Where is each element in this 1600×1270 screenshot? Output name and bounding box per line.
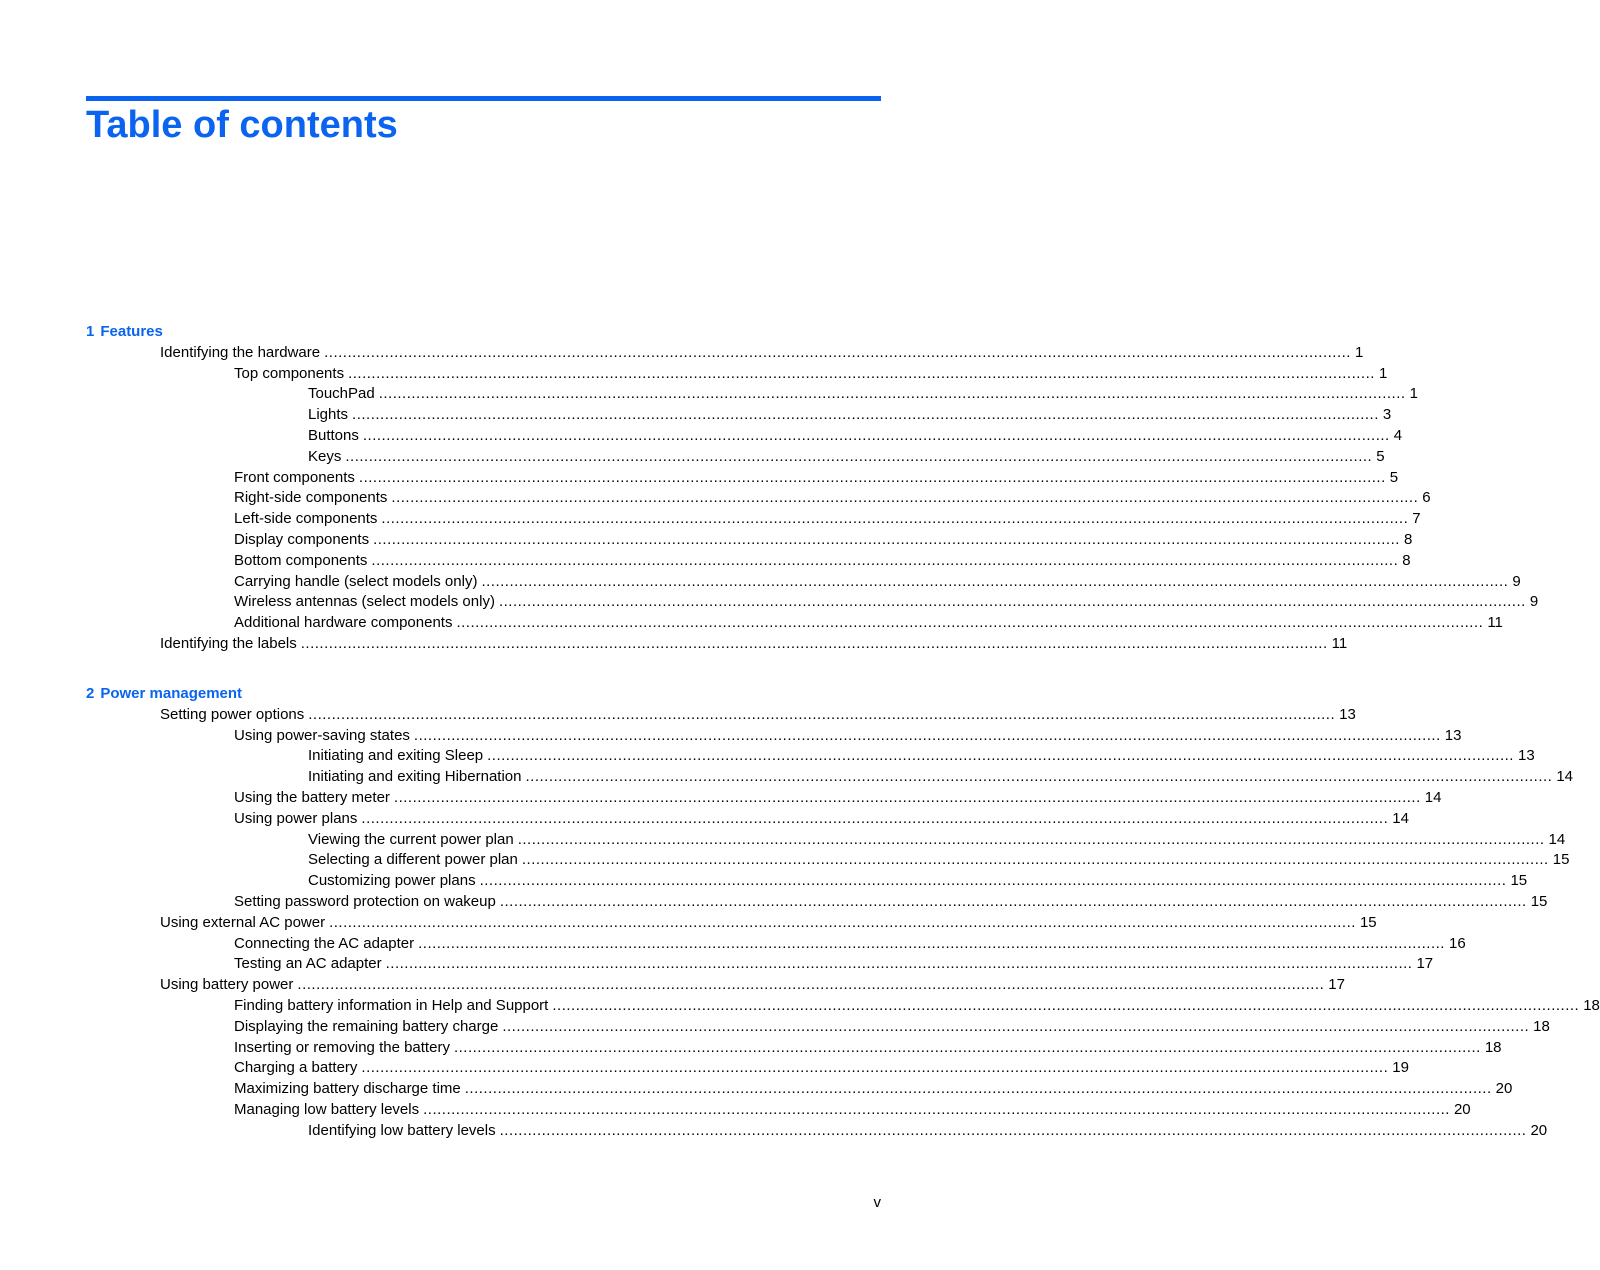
toc-entry-page: 1 [1378,364,1388,382]
dot-leader: ............................................................................................................................................................................................................................ [358,468,1386,486]
toc-entry-title: Testing an AC adapter [234,955,382,973]
toc-entry-page: 9 [1512,572,1521,590]
toc-entry[interactable] [308,1121,1548,1141]
toc-entry-title: Using battery power [160,976,294,994]
toc-entry[interactable] [160,975,1345,995]
toc-entry-page: 17 [1328,976,1345,994]
dot-leader: ............................................................................................................................................................................................................................ [381,510,1409,528]
chapter-heading[interactable] [86,684,242,704]
toc-entry-title: Maximizing battery discharge time [234,1080,461,1098]
dot-leader: ............................................................................................................................................................................................................................ [308,705,1336,723]
toc-entry-page: 3 [1382,406,1392,424]
toc-entry-page: 9 [1529,593,1539,611]
dot-leader: ............................................................................................................................................................................................................................ [371,551,1399,569]
toc-entry-title: Identifying the labels [160,635,297,652]
toc-entry[interactable] [308,746,1535,766]
toc-entry-page: 13 [1517,747,1535,765]
toc-entry[interactable] [308,767,1574,787]
toc-entry[interactable] [234,726,1462,746]
toc-entry[interactable] [234,1038,1502,1058]
dot-leader: ............................................................................................................................................................................................................................ [498,593,1526,611]
toc-entry-page: 11 [1487,614,1503,632]
dot-leader: ............................................................................................................................................................................................................................ [499,893,1527,910]
toc-entry-title: Lights [308,406,349,424]
dot-leader: ............................................................................................................................................................................................................................ [453,1038,1481,1056]
chapter-number: 1 [86,323,95,340]
toc-entry[interactable] [308,426,1403,446]
toc-entry[interactable] [234,572,1521,592]
toc-entry[interactable] [234,809,1409,829]
toc-entry-title: Display components [234,531,370,548]
toc-entry-title: Buttons [308,427,359,444]
page-title: Table of contents [86,104,398,146]
toc-entry[interactable] [234,996,1600,1016]
chapter-title: Features [100,323,163,340]
toc-entry-title: Setting password protection on wakeup [234,893,496,910]
toc-entry-page: 15 [1510,872,1528,890]
toc-entry-page: 8 [1402,551,1411,569]
toc-entry-page: 15 [1552,851,1570,869]
toc-entry[interactable] [308,850,1570,870]
toc-entry-title: Managing low battery levels [234,1101,420,1118]
toc-entry-page: 15 [1530,893,1548,910]
toc-entry[interactable] [160,705,1356,725]
dot-leader: ............................................................................................................................................................................................................................ [393,789,1421,806]
dot-leader: ............................................................................................................................................................................................................................ [362,427,1390,444]
toc-entry-page: 7 [1412,510,1421,528]
toc-entry[interactable] [234,530,1413,550]
toc-entry-title: Front components [234,468,355,486]
toc-entry[interactable] [234,613,1503,633]
dot-leader: ............................................................................................................................................................................................................................ [502,1017,1530,1035]
dot-leader: ............................................................................................................................................................................................................................ [297,976,1325,994]
dot-leader: ............................................................................................................................................................................................................................ [517,830,1545,848]
dot-leader: ............................................................................................................................................................................................................................ [423,1101,1450,1118]
toc-entry-page: 20 [1453,1101,1471,1118]
dot-leader: ............................................................................................................................................................................................................................ [352,406,1379,424]
toc-entry[interactable] [160,913,1377,933]
dot-leader: ............................................................................................................................................................................................................................ [413,726,1441,744]
dot-leader: ............................................................................................................................................................................................................................ [324,343,1351,361]
toc-entry-title: Selecting a different power plan [308,851,518,869]
chapter-number: 2 [86,685,95,702]
dot-leader: ............................................................................................................................................................................................................................ [385,955,1413,973]
toc-entry-page: 13 [1444,726,1462,744]
toc-entry-title: Carrying handle (select models only) [234,572,478,590]
toc-entry-page: 20 [1530,1121,1548,1139]
page-number: v [873,1194,881,1211]
toc-entry-title: Using external AC power [160,913,326,931]
toc-entry-title: Identifying the hardware [160,343,321,361]
toc-entry-page: 14 [1392,809,1409,827]
dot-leader: ............................................................................................................................................................................................................................ [300,635,1328,652]
dot-leader: ............................................................................................................................................................................................................................ [345,447,1373,465]
toc-entry-page: 17 [1416,955,1434,973]
toc-entry-page: 16 [1448,934,1466,952]
dot-leader: ............................................................................................................................................................................................................................ [378,385,1406,403]
toc-entry-title: Inserting or removing the battery [234,1038,450,1056]
toc-entry-page: 5 [1389,468,1399,486]
toc-entry-page: 20 [1495,1080,1513,1098]
toc-entry[interactable] [234,1100,1471,1120]
toc-entry[interactable] [308,384,1418,404]
toc-entry-title: Identifying low battery levels [308,1121,496,1139]
toc-entry-title: Charging a battery [234,1059,358,1077]
toc-entry-page: 1 [1354,343,1364,361]
dot-leader: ............................................................................................................................................................................................................................ [361,1059,1389,1077]
toc-entry-page: 14 [1548,830,1566,848]
toc-entry-title: Right-side components [234,489,388,507]
toc-entry-title: Customizing power plans [308,872,476,890]
toc-entry[interactable] [234,509,1421,529]
toc-entry[interactable] [234,1017,1550,1037]
toc-entry-title: Using power-saving states [234,726,410,744]
toc-entry-title: Bottom components [234,551,368,569]
toc-entry-title: Connecting the AC adapter [234,934,415,952]
toc-entry[interactable] [234,892,1548,912]
toc-entry[interactable] [234,364,1388,384]
toc-entry-page: 18 [1533,1017,1550,1035]
toc-entry-title: Using power plans [234,809,358,827]
toc-entry[interactable] [308,405,1392,425]
toc-entry[interactable] [308,871,1528,891]
dot-leader: ............................................................................................................................................................................................................................ [329,913,1356,931]
toc-entry[interactable] [234,468,1399,488]
toc-entry-title: Initiating and exiting Sleep [308,747,484,765]
toc-entry-page: 1 [1409,385,1418,403]
dot-leader: ............................................................................................................................................................................................................................ [418,934,1445,952]
chapter-heading[interactable] [86,322,163,342]
toc-entry-page: 15 [1359,913,1377,931]
toc-entry-title: Keys [308,447,342,465]
toc-entry-title: Initiating and exiting Hibernation [308,768,522,786]
toc-entry-page: 14 [1556,768,1574,786]
dot-leader: ............................................................................................................................................................................................................................ [456,614,1484,632]
toc-entry-title: Using the battery meter [234,789,390,806]
toc-entry[interactable] [234,934,1466,954]
toc-entry-page: 5 [1376,447,1385,465]
dot-leader: ............................................................................................................................................................................................................................ [361,809,1389,827]
toc-entry[interactable] [234,1058,1409,1078]
toc-entry-page: 8 [1403,531,1413,548]
dot-leader: ............................................................................................................................................................................................................................ [373,531,1400,548]
toc-entry-page: 6 [1422,489,1431,507]
toc-entry[interactable] [160,343,1364,363]
toc-entry[interactable] [234,488,1431,508]
dot-leader: ............................................................................................................................................................................................................................ [499,1121,1527,1139]
dot-leader: ............................................................................................................................................................................................................................ [348,364,1375,382]
dot-leader: ............................................................................................................................................................................................................................ [487,747,1514,765]
dot-leader: ............................................................................................................................................................................................................................ [525,768,1553,786]
toc-entry-title: Displaying the remaining battery charge [234,1017,499,1035]
toc-entry[interactable] [234,1079,1513,1099]
toc-entry[interactable] [234,592,1539,612]
toc-entry-title: Finding battery information in Help and Support [234,997,549,1014]
dot-leader: ............................................................................................................................................................................................................................ [479,872,1507,890]
toc-entry[interactable] [308,447,1385,467]
toc-entry-title: Additional hardware components [234,614,453,632]
toc-entry-page: 19 [1392,1059,1409,1077]
dot-leader: ............................................................................................................................................................................................................................ [481,572,1509,590]
dot-leader: ............................................................................................................................................................................................................................ [464,1080,1492,1098]
toc-entry-page: 13 [1339,705,1356,723]
dot-leader: ............................................................................................................................................................................................................................ [391,489,1419,507]
toc-entry[interactable] [160,634,1348,654]
toc-entry-page: 11 [1331,635,1348,652]
toc-entry[interactable] [234,954,1434,974]
chapter-title: Power management [100,685,243,702]
toc-entry-title: Left-side components [234,510,378,528]
dot-leader: ............................................................................................................................................................................................................................ [552,997,1580,1014]
toc-entry[interactable] [234,788,1442,808]
dot-leader: ............................................................................................................................................................................................................................ [521,851,1549,869]
toc-entry-title: Wireless antennas (select models only) [234,593,495,611]
toc-entry-page: 14 [1424,789,1442,806]
toc-entry-page: 18 [1484,1038,1502,1056]
toc-entry-page: 4 [1393,427,1403,444]
toc-entry-title: Top components [234,364,345,382]
toc-entry[interactable] [234,551,1411,571]
toc-entry-title: TouchPad [308,385,375,403]
toc-entry-title: Viewing the current power plan [308,830,514,848]
toc-entry[interactable] [308,830,1566,850]
toc-entry-page: 18 [1583,997,1600,1014]
toc-entry-title: Setting power options [160,705,305,723]
